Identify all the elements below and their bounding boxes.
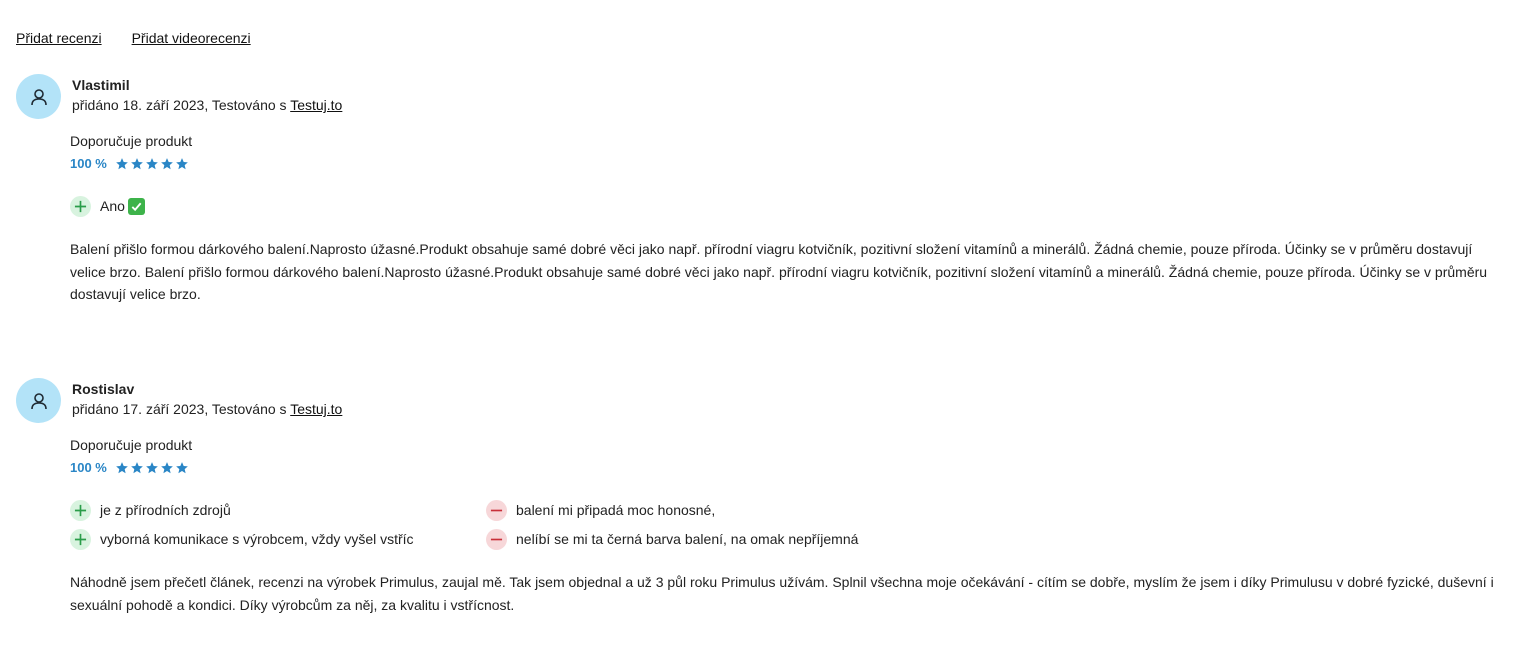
pros-list bbox=[70, 499, 486, 557]
pros-cons bbox=[70, 195, 1510, 224]
review-body bbox=[70, 132, 1510, 306]
rating-row bbox=[70, 156, 1510, 171]
review-actions bbox=[16, 30, 251, 46]
review-author: Vlastimil bbox=[72, 77, 130, 93]
rating-percent: 100 % bbox=[70, 460, 107, 475]
con-item bbox=[486, 499, 902, 521]
review-text: Náhodně jsem přečetl článek, recenzi na výrobek Primulus, zaujal mě. Tak jsem objednal a už 3 půl roku Primulus užívám. Splnil všechna moje očekávání - cítím se dobře, myslím že jsem i díky Primulusu v dobré fyzické, duševní i sexuální pohodě a kondici. Díky výrobcům za něj, za kvalitu i vstřícnost. bbox=[70, 574, 1494, 613]
star-icon bbox=[160, 461, 174, 475]
avatar bbox=[16, 74, 61, 119]
tested-with-link[interactable]: Testuj.to bbox=[290, 97, 343, 113]
review-date-line bbox=[72, 95, 342, 115]
review-author: Rostislav bbox=[72, 381, 135, 397]
plus-icon bbox=[70, 500, 91, 521]
review-text: Balení přišlo formou dárkového balení.Naprosto úžasné.Produkt obsahuje samé dobré věci jako např. přírodní viagru kotvičník, pozitivní složení vitamínů a minerálů. Žádná chemie, pouze příroda. Účinky se v průměru dostavují velice brzo. Balení přišlo formou dárkového balení.Naprosto úžasné.Produkt obsahuje samé dobré věci jako např. přírodní viagru kotvičník, pozitivní složení vitamínů a minerálů. Žádná chemie, pouze příroda. Účinky se v průměru dostavují velice brzo. bbox=[70, 241, 1488, 302]
plus-icon bbox=[70, 196, 91, 217]
pro-item bbox=[70, 499, 486, 521]
star-icon bbox=[130, 461, 144, 475]
user-icon bbox=[29, 87, 49, 107]
con-text: nelíbí se mi ta černá barva balení, na omak nepříjemná bbox=[516, 531, 859, 547]
pro-text: Ano bbox=[100, 198, 125, 214]
review-meta bbox=[72, 378, 342, 419]
rating-stars bbox=[115, 157, 189, 171]
cons-list bbox=[486, 499, 902, 557]
user-icon bbox=[29, 391, 49, 411]
review-header bbox=[16, 74, 1510, 119]
star-icon bbox=[130, 157, 144, 171]
avatar bbox=[16, 378, 61, 423]
review-date-line bbox=[72, 399, 342, 419]
add-video-review-link[interactable]: Přidat videorecenzi bbox=[131, 30, 251, 46]
star-icon bbox=[115, 157, 129, 171]
add-review-link[interactable]: Přidat recenzi bbox=[16, 30, 102, 46]
review-header bbox=[16, 378, 1510, 423]
pros-cons bbox=[70, 499, 1510, 557]
recommend-label: Doporučuje produkt bbox=[70, 437, 193, 453]
review-item bbox=[16, 378, 1510, 616]
check-emoji-icon bbox=[128, 198, 145, 215]
minus-icon bbox=[486, 500, 507, 521]
pro-item bbox=[70, 528, 486, 550]
review-date: přidáno 17. září 2023, Testováno s bbox=[72, 401, 291, 417]
minus-icon bbox=[486, 529, 507, 550]
rating-row bbox=[70, 460, 1510, 475]
recommend-label: Doporučuje produkt bbox=[70, 133, 193, 149]
review-item bbox=[16, 74, 1510, 306]
pro-text: je z přírodních zdrojů bbox=[100, 502, 231, 518]
plus-icon bbox=[70, 529, 91, 550]
star-icon bbox=[115, 461, 129, 475]
pro-item bbox=[70, 195, 486, 217]
review-date: přidáno 18. září 2023, Testováno s bbox=[72, 97, 291, 113]
review-body bbox=[70, 436, 1510, 616]
tested-with-link[interactable]: Testuj.to bbox=[290, 401, 343, 417]
review-meta bbox=[72, 74, 342, 115]
pros-list bbox=[70, 195, 486, 224]
star-icon bbox=[145, 461, 159, 475]
star-icon bbox=[175, 461, 189, 475]
star-icon bbox=[145, 157, 159, 171]
star-icon bbox=[175, 157, 189, 171]
rating-percent: 100 % bbox=[70, 156, 107, 171]
con-item bbox=[486, 528, 902, 550]
star-icon bbox=[160, 157, 174, 171]
pro-text: vyborná komunikace s výrobcem, vždy vyšel vstříc bbox=[100, 531, 414, 547]
con-text: balení mi připadá moc honosné, bbox=[516, 502, 716, 518]
rating-stars bbox=[115, 461, 189, 475]
